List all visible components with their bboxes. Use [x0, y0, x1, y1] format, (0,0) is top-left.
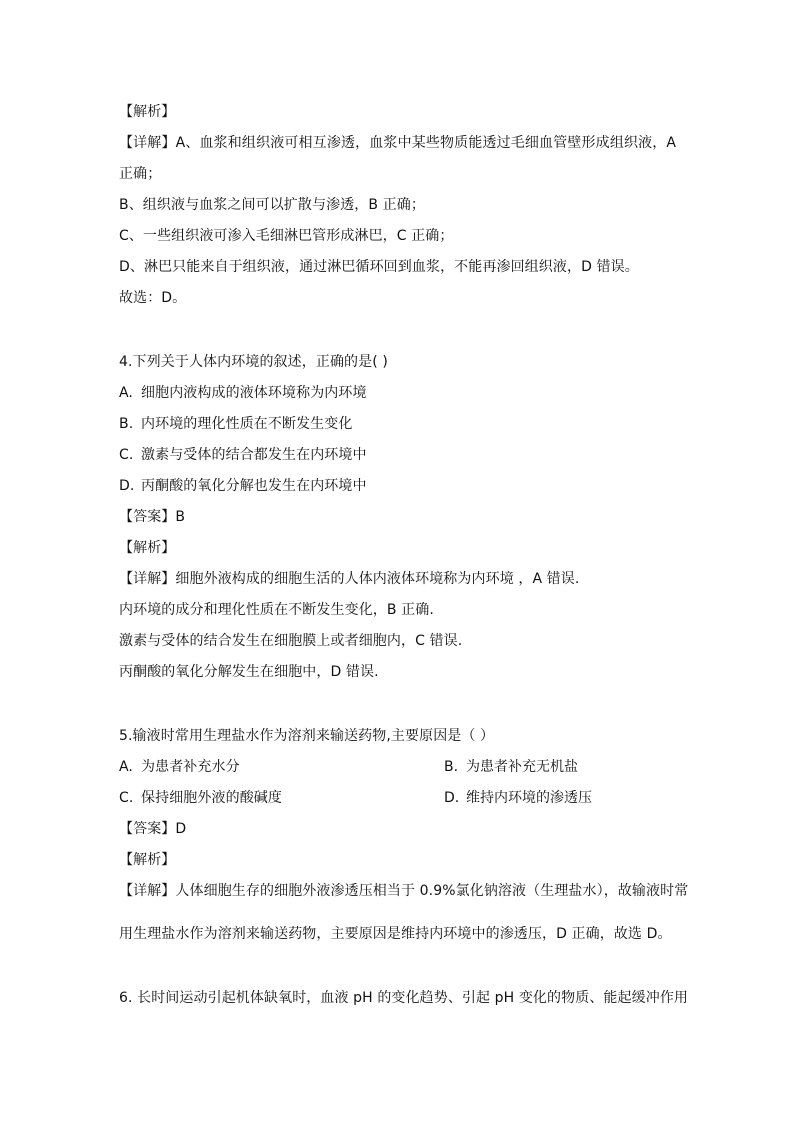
- q3-line-b: B、组织液与血浆之间可以扩散与渗透，B 正确；: [119, 197, 425, 213]
- q4-detail-line-1: 【详解】细胞外液构成的细胞生活的人体内液体环境称为内环境 ，A 错误.: [119, 571, 580, 587]
- q4-option-d: [119, 476, 367, 496]
- q4-stem: 4.下列关于人体内环境的叙述，正确的是( ): [119, 354, 388, 370]
- q5-jiexi-heading: 【解析】: [119, 852, 176, 868]
- q4-option-c-text: 激素与受体的结合都发生在内环境中: [141, 447, 367, 463]
- q5-option-d-label: D.: [444, 790, 460, 806]
- q4-detail-line-2: 内环境的成分和理化性质在不断发生变化，B 正确.: [119, 602, 434, 618]
- q5-option-b-label: B.: [444, 759, 459, 775]
- q5-option-c-text: 保持细胞外液的酸碱度: [141, 790, 282, 806]
- q4-option-d-label: D.: [119, 478, 135, 494]
- q5-detail-line-2: 用生理盐水作为溶剂来输送药物，主要原因是维持内环境中的渗透压，D 正确，故选 D。: [119, 926, 672, 942]
- q5-option-d-text: 维持内环境的渗透压: [466, 790, 592, 806]
- q5-answer: 【答案】D: [119, 821, 187, 837]
- q4-answer: 【答案】B: [119, 509, 186, 525]
- q5-detail-line-1: 【详解】人体细胞生存的细胞外液渗透压相当于 0.9%氯化钠溶液（生理盐水），故输液时常: [119, 883, 689, 899]
- q4-option-a-label: A.: [119, 385, 133, 401]
- q3-detail-line-1: 【详解】A、血浆和组织液可相互渗透，血浆中某些物质能透过毛细血管壁形成组织液，A: [119, 135, 677, 151]
- q4-option-c-label: C.: [119, 447, 134, 463]
- q4-option-d-text: 丙酮酸的氧化分解也发生在内环境中: [141, 478, 367, 494]
- q4-option-b-label: B.: [119, 416, 134, 432]
- q4-option-c: [119, 445, 367, 465]
- q5-option-a: [119, 757, 240, 777]
- q3-line-c: C、一些组织液可渗入毛细淋巴管形成淋巴，C 正确；: [119, 228, 454, 244]
- q3-detail-line-2: 正确；: [119, 166, 162, 182]
- q5-option-a-label: A.: [119, 759, 133, 775]
- q5-option-a-text: 为患者补充水分: [141, 759, 240, 775]
- q4-option-b: [119, 414, 353, 434]
- q5-option-b: [444, 757, 578, 777]
- q4-detail-line-4: 丙酮酸的氧化分解发生在细胞中，D 错误.: [119, 664, 379, 680]
- q6-stem: 6. 长时间运动引起机体缺氧时，血液 pH 的变化趋势、引起 pH 变化的物质、能起缓冲作用: [119, 990, 689, 1006]
- q4-option-b-text: 内环境的理化性质在不断发生变化: [141, 416, 353, 432]
- q5-option-b-text: 为患者补充无机盐: [466, 759, 578, 775]
- q4-detail-line-3: 激素与受体的结合发生在细胞膜上或者细胞内，C 错误.: [119, 633, 463, 649]
- q5-option-c: [119, 788, 282, 808]
- q5-option-c-label: C.: [119, 790, 134, 806]
- q4-option-a: [119, 383, 367, 403]
- q3-answer-select: 故选：D。: [119, 290, 187, 306]
- q3-line-d: D、淋巴只能来自于组织液，通过淋巴循环回到血浆，不能再渗回组织液，D 错误。: [119, 259, 639, 275]
- q5-option-d: [444, 788, 592, 808]
- q4-jiexi-heading: 【解析】: [119, 540, 176, 556]
- q5-stem: 5.输液时常用生理盐水作为溶剂来输送药物,主要原因是（ ）: [119, 728, 495, 744]
- q4-option-a-text: 细胞内液构成的液体环境称为内环境: [141, 385, 367, 401]
- q3-jiexi-heading: 【解析】: [119, 104, 176, 120]
